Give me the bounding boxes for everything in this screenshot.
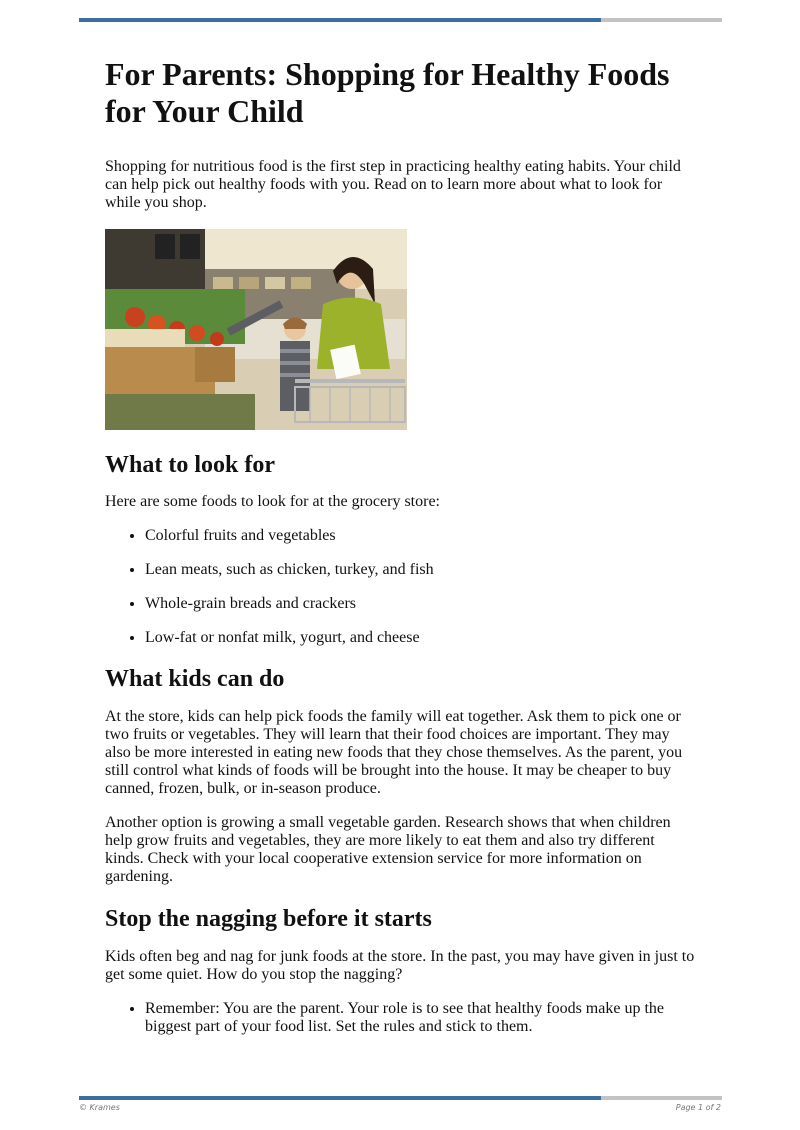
page-title: For Parents: Shopping for Healthy Foods for Your Child bbox=[105, 56, 670, 129]
copyright-text: © Krames bbox=[79, 1103, 120, 1112]
list-item: • Low-fat or nonfat milk, yogurt, and cheese bbox=[145, 629, 695, 647]
article bbox=[105, 56, 695, 1036]
section-heading-what-to-look-for: What to look for bbox=[105, 452, 275, 478]
list-item: • Whole-grain breads and crackers bbox=[145, 595, 695, 613]
section-heading-what-kids-can-do: What kids can do bbox=[105, 666, 285, 692]
food-list bbox=[105, 527, 695, 647]
intro-paragraph: Shopping for nutritious food is the first step in practicing healthy eating habits. Your child can help pick out healthy foods with you. Read on to learn more about what to look for while you shop. bbox=[105, 158, 681, 211]
header-rule bbox=[79, 18, 722, 22]
section-lead: Here are some foods to look for at the grocery store: bbox=[105, 493, 440, 510]
list-item: • Remember: You are the parent. Your role is to see that healthy foods make up the biggest part of your food list. Set the rules and stick to them. bbox=[145, 1000, 695, 1036]
list-item: • Lean meats, such as chicken, turkey, and fish bbox=[145, 561, 695, 579]
list-item: • Colorful fruits and vegetables bbox=[145, 527, 695, 545]
body-paragraph: At the store, kids can help pick foods the family will eat together. Ask them to pick one or two fruits or vegetables. They will learn that their food choices are important. They may also be more interested in eating new foods that they chose themselves. As the parent, you still control what kinds of foods will be brought into the house. It may be cheaper to buy canned, frozen, bulk, or in-season produce. bbox=[105, 708, 683, 797]
footer-rule bbox=[79, 1096, 722, 1100]
grocery-shopping-photo bbox=[105, 229, 407, 430]
page-number: Page 1 of 2 bbox=[675, 1103, 721, 1112]
section-heading-stop-the-nagging: Stop the nagging before it starts bbox=[105, 906, 432, 932]
section-lead: Kids often beg and nag for junk foods at the store. In the past, you may have given in just to get some quiet. How do you stop the nagging? bbox=[105, 948, 695, 983]
body-paragraph: Another option is growing a small vegetable garden. Research shows that when children help grow fruits and vegetables, they are more likely to eat them and also try different kinds. Check with your local cooperative extension service for more information on gardening. bbox=[105, 814, 671, 885]
tips-list bbox=[105, 1000, 695, 1036]
